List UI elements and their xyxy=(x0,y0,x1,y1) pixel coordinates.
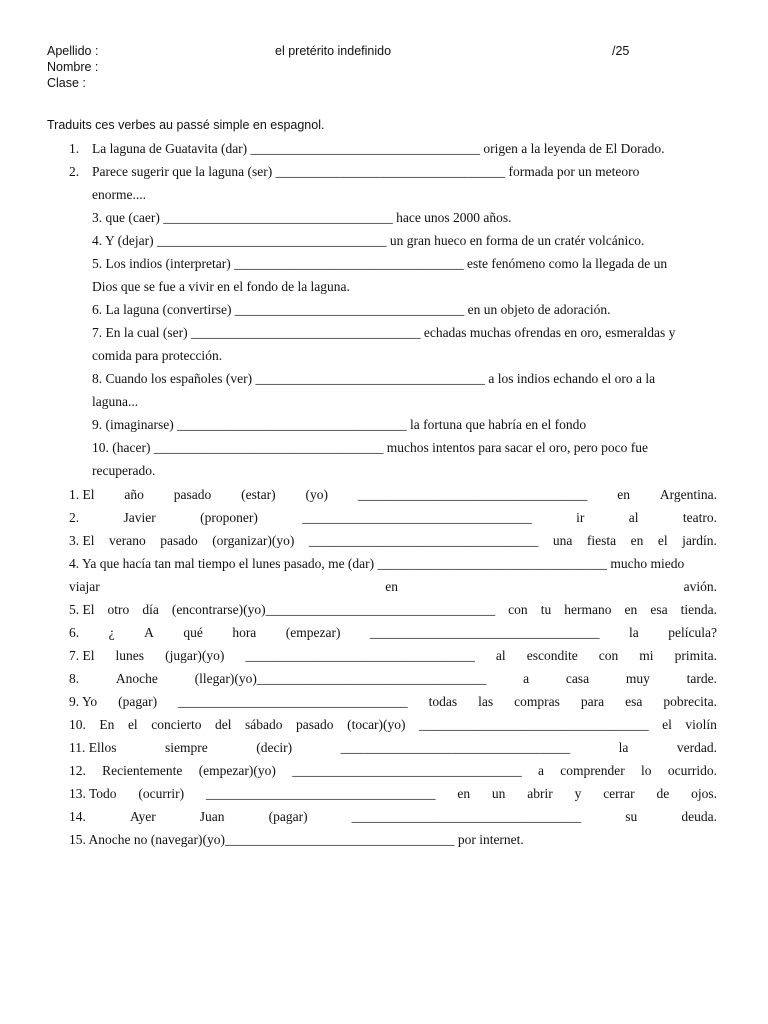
item-word: (ocurrir) xyxy=(138,786,185,801)
item-word: Anoche xyxy=(115,671,158,686)
item-word: en xyxy=(617,487,630,502)
item-word: Recientemente xyxy=(102,763,183,778)
item-word: una xyxy=(552,533,573,548)
item-word: el xyxy=(127,717,138,732)
item-word: hermano xyxy=(564,602,612,617)
item-word: 7. El xyxy=(69,648,95,663)
list-item xyxy=(69,786,717,802)
item-word: (empezar)(yo) xyxy=(198,763,276,778)
item-word: (tocar)(yo) xyxy=(347,717,406,732)
item-word: película? xyxy=(668,625,717,640)
list-item xyxy=(69,740,717,756)
item-number: 2. xyxy=(69,164,80,179)
item-word: __________________________________ xyxy=(302,510,532,525)
list-item xyxy=(69,717,717,733)
item-word: Juan xyxy=(199,809,225,824)
list-item-continued xyxy=(69,579,717,595)
item-word: (yo) xyxy=(305,487,328,502)
item-word: 5. El xyxy=(69,602,95,617)
item-word: sábado xyxy=(245,717,283,732)
item-word: 6. xyxy=(69,625,80,640)
item-word: __________________________________ xyxy=(370,625,600,640)
item-word: para xyxy=(580,694,605,709)
item-word: casa xyxy=(565,671,590,686)
item-word: pasado xyxy=(160,533,198,548)
list-item xyxy=(69,625,717,641)
item-word: (organizar)(yo) xyxy=(212,533,295,548)
worksheet-title: el pretérito indefinido xyxy=(275,44,392,58)
item-word: 10. xyxy=(69,717,86,732)
list-item xyxy=(69,809,717,825)
list-item: 6. La laguna (convertirse) __________________________________ en un objeto de adoración. xyxy=(92,302,611,317)
item-word: del xyxy=(214,717,232,732)
apellido-label: Apellido : xyxy=(47,44,99,58)
list-item xyxy=(69,671,717,687)
instruction: Traduits ces verbes au passé simple en espagnol. xyxy=(47,118,325,132)
list-item: 10. (hacer) __________________________________ muchos intentos para sacar el oro, pero poco fue xyxy=(92,440,648,455)
item-word: 11. Ellos xyxy=(69,740,117,755)
score-total: /25 xyxy=(612,44,630,58)
item-word: con xyxy=(508,602,528,617)
item-word: el xyxy=(657,533,668,548)
list-item: 4. Y (dejar) __________________________________ un gran hueco en forma de un cratér volcánico. xyxy=(92,233,645,248)
item-word: violín xyxy=(685,717,717,732)
list-item xyxy=(69,533,717,549)
item-word: ir xyxy=(576,510,585,525)
nombre-label: Nombre : xyxy=(47,60,99,74)
item-word: 13. Todo xyxy=(69,786,117,801)
item-word: __________________________________ xyxy=(419,717,649,732)
item-word: __________________________________ xyxy=(245,648,475,663)
item-word: mi xyxy=(639,648,654,663)
list-item xyxy=(69,694,717,710)
item-word: Argentina. xyxy=(659,487,717,502)
item-word: (llegar)(yo)__________________________________ xyxy=(194,671,487,686)
item-word: deuda. xyxy=(681,809,717,824)
item-word: ¿ xyxy=(108,625,115,640)
item-word: pasado xyxy=(173,487,212,502)
item-word: las xyxy=(478,694,494,709)
item-word: tienda. xyxy=(680,602,717,617)
list-item: 5. Los indios (interpretar) __________________________________ este fenómeno como la llegada de un xyxy=(92,256,668,271)
item-text-continued: laguna... xyxy=(92,394,139,409)
item-word: cerrar xyxy=(603,786,635,801)
item-word: 12. xyxy=(69,763,86,778)
item-word: verano xyxy=(108,533,146,548)
item-word: tarde. xyxy=(686,671,717,686)
item-word: a xyxy=(523,671,530,686)
item-word: ojos. xyxy=(691,786,717,801)
list-item xyxy=(69,487,717,503)
item-word: hora xyxy=(232,625,257,640)
item-word: primita. xyxy=(674,648,717,663)
list-item xyxy=(69,763,717,779)
list-item xyxy=(69,556,717,572)
item-word: __________________________________ xyxy=(357,487,588,502)
item-word: en xyxy=(630,533,644,548)
item-word: qué xyxy=(183,625,203,640)
item-word: 14. xyxy=(69,809,86,824)
item-word: a xyxy=(537,763,544,778)
item-word: lunes xyxy=(115,648,145,663)
item-word: pobrecita. xyxy=(663,694,717,709)
item-word: 1. El xyxy=(69,487,95,502)
item-word: al xyxy=(495,648,506,663)
item-word: y xyxy=(574,786,582,801)
item-word: verdad. xyxy=(676,740,717,755)
item-word: el xyxy=(662,717,672,732)
list-item: 15. Anoche no (navegar)(yo)__________________________________ por internet. xyxy=(69,832,524,847)
item-word: compras xyxy=(514,694,560,709)
clase-label: Clase : xyxy=(47,76,86,90)
item-word: su xyxy=(625,809,638,824)
item-word: tu xyxy=(540,602,552,617)
item-word: __________________________________ xyxy=(351,809,582,824)
item-word: (proponer) xyxy=(200,510,258,525)
item-text-continued: Dios que se fue a vivir en el fondo de la laguna. xyxy=(92,279,350,294)
item-word: (encontrarse)(yo)__________________________________ xyxy=(171,602,496,617)
item-word: un xyxy=(491,786,506,801)
item-word: todas xyxy=(428,694,458,709)
item-word: (decir) xyxy=(256,740,293,755)
item-word: viajar xyxy=(69,579,100,594)
list-item xyxy=(69,602,717,618)
item-word: Ayer xyxy=(129,809,156,824)
item-word: Javier xyxy=(123,510,156,525)
item-word: escondite xyxy=(526,648,578,663)
item-word: (jugar)(yo) xyxy=(165,648,225,663)
item-word: esa xyxy=(650,602,668,617)
list-item xyxy=(69,164,640,180)
item-text-continued: enorme.... xyxy=(92,187,146,202)
item-text-continued: recuperado. xyxy=(92,463,156,478)
item-word: esa xyxy=(625,694,643,709)
item-text: Parece sugerir que la laguna (ser) __________________________________ formada por un meteoro xyxy=(92,164,640,179)
list-item xyxy=(69,648,717,664)
item-word: (pagar) xyxy=(118,694,158,709)
item-number: 1. xyxy=(69,141,80,156)
item-word: al xyxy=(628,510,639,525)
item-word: A xyxy=(144,625,154,640)
item-word: 8. xyxy=(69,671,80,686)
list-item: 7. En la cual (ser) __________________________________ echadas muchas ofrendas en oro, esmeraldas y xyxy=(92,325,676,340)
list-item xyxy=(69,510,717,526)
item-word: avión. xyxy=(683,579,717,594)
item-word: __________________________________ xyxy=(205,786,436,801)
item-word: la xyxy=(618,740,629,755)
item-word: en xyxy=(385,579,399,594)
item-word: (empezar) xyxy=(285,625,341,640)
item-word: siempre xyxy=(164,740,208,755)
item-word: 2. xyxy=(69,510,80,525)
item-word: 3. El xyxy=(69,533,95,548)
list-item xyxy=(69,141,665,157)
item-word: ocurrido. xyxy=(667,763,717,778)
item-word: en xyxy=(624,602,638,617)
item-word: __________________________________ xyxy=(308,533,539,548)
item-word: fiesta xyxy=(586,533,617,548)
item-word: 4. Ya que hacía tan mal tiempo el lunes pasado, me (dar) __________________________________ mucho miedo xyxy=(69,556,685,571)
item-word: lo xyxy=(641,763,652,778)
item-word: teatro. xyxy=(682,510,717,525)
item-word: comprender xyxy=(560,763,625,778)
item-word: con xyxy=(598,648,619,663)
item-text-continued: comida para protección. xyxy=(92,348,223,363)
item-text: La laguna de Guatavita (dar) __________________________________ origen a la leyenda de El Dorado. xyxy=(92,141,665,156)
item-word: (pagar) xyxy=(268,809,308,824)
list-item: 9. (imaginarse) __________________________________ la fortuna que habría en el fondo xyxy=(92,417,587,432)
item-word: 9. Yo xyxy=(69,694,98,709)
list-item: 3. que (caer) __________________________________ hace unos 2000 años. xyxy=(92,210,512,225)
item-word: concierto xyxy=(151,717,202,732)
item-word: (estar) xyxy=(241,487,276,502)
item-word: __________________________________ xyxy=(292,763,522,778)
item-word: abrir xyxy=(527,786,553,801)
item-word: otro xyxy=(107,602,130,617)
item-word: En xyxy=(99,717,115,732)
item-word: muy xyxy=(625,671,650,686)
item-word: en xyxy=(457,786,471,801)
item-word: día xyxy=(142,602,159,617)
item-word: __________________________________ xyxy=(178,694,408,709)
item-word: __________________________________ xyxy=(340,740,571,755)
item-word: jardín. xyxy=(682,533,717,548)
item-word: año xyxy=(124,487,144,502)
list-item: 8. Cuando los españoles (ver) __________________________________ a los indios echando el oro a la xyxy=(92,371,656,386)
item-word: pasado xyxy=(296,717,334,732)
item-word: la xyxy=(628,625,639,640)
item-word: de xyxy=(656,786,670,801)
